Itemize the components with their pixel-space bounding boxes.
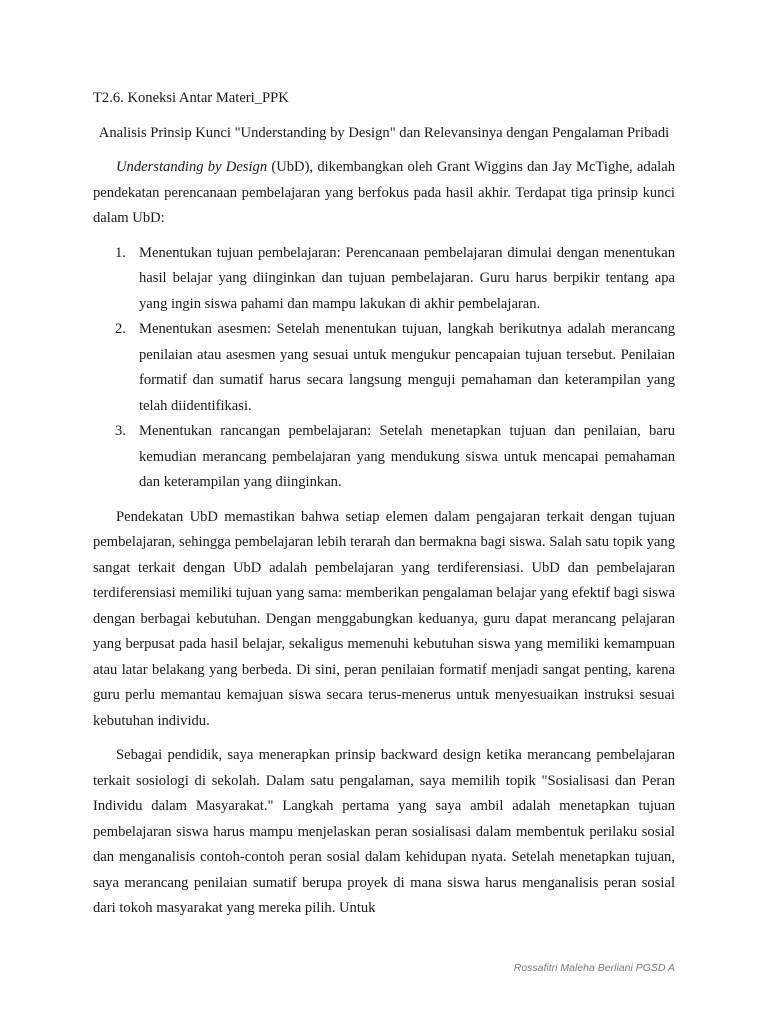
list-item-text: Menentukan rancangan pembelajaran: Setelah menetapkan tujuan dan penilaian, baru kemudian merancang pembelajaran yang mendukung siswa untuk mencapai pemahaman dan keterampilan yang diinginkan. [139, 423, 675, 490]
list-item-text: Menentukan asesmen: Setelah menentukan tujuan, langkah berikutnya adalah merancang penilaian atau asesmen yang sesuai untuk mengukur pencapaian tujuan tersebut. Penilaian formatif dan sumatif harus secara langsung menguji pemahaman dan keterampilan yang telah diidentifikasi. [139, 321, 675, 414]
experience-paragraph: Sebagai pendidik, saya menerapkan prinsip backward design ketika merancang pembelajaran terkait sosiologi di sekolah. Dalam satu pengalaman, saya memilih topik "Sosialisasi dan Peran Individu dalam Masyarakat." Langkah pertama yang saya ambil adalah menetapkan tujuan pembelajaran siswa harus mampu menjelaskan peran sosialisasi dalam membentuk perilaku sosial dan menganalisis contoh-contoh peran sosial dalam kehidupan nyata. Setelah menetapkan tujuan, saya merancang penilaian sumatif berupa proyek di mana siswa harus menganalisis peran sosial dari tokoh masyarakat yang mereka pilih. Untuk [93, 747, 675, 916]
list-item [93, 317, 675, 419]
assignment-code: T2.6. Koneksi Antar Materi_PPK [93, 90, 289, 106]
document-title: Analisis Prinsip Kunci "Understanding by Design" dan Relevansinya dengan Pengalaman Pribadi [98, 124, 670, 141]
intro-paragraph [93, 155, 675, 232]
intro-text: (UbD), dikembangkan oleh Grant Wiggins dan Jay McTighe, adalah pendekatan perencanaan pembelajaran yang berfokus pada hasil akhir. Terdapat tiga prinsip kunci dalam UbD: [93, 159, 675, 226]
list-item-number: 2. [115, 321, 126, 337]
list-item [93, 241, 675, 318]
ubd-term: Understanding by Design [116, 159, 268, 175]
list-item [93, 419, 675, 496]
list-item-text: Menentukan tujuan pembelajaran: Perencanaan pembelajaran dimulai dengan menentukan hasil belajar yang diinginkan dan tujuan pembelajaran. Guru harus berpikir tentang apa yang ingin siswa pahami dan mampu lakukan di akhir pembelajaran. [139, 244, 675, 312]
differentiation-paragraph: Pendekatan UbD memastikan bahwa setiap elemen dalam pengajaran terkait dengan tujuan pembelajaran, sehingga pembelajaran lebih terarah dan bermakna bagi siswa. Salah satu topik yang sangat terkait dengan UbD adalah pembelajaran yang terdiferensiasi. UbD dan pembelajaran terdiferensiasi memiliki tujuan yang sama: memberikan pengalaman belajar yang efektif bagi siswa dengan berbagai kebutuhan. Dengan menggabungkan keduanya, guru dapat merancang pelajaran yang berpusat pada hasil belajar, sekaligus memenuhi kebutuhan siswa yang memiliki kemampuan atau latar belakang yang berbeda. Di sini, peran penilaian formatif menjadi sangat penting, karena guru perlu memantau kemajuan siswa secara terus-menerus untuk menyesuaikan instruksi sesuai kebutuhan individu. [93, 508, 675, 729]
document-page [93, 86, 675, 931]
footer-author: Rossafitri Maleha Berliani PGSD A [513, 962, 675, 974]
principles-list [93, 241, 675, 496]
list-item-number: 1. [115, 244, 126, 261]
list-item-number: 3. [115, 423, 126, 439]
